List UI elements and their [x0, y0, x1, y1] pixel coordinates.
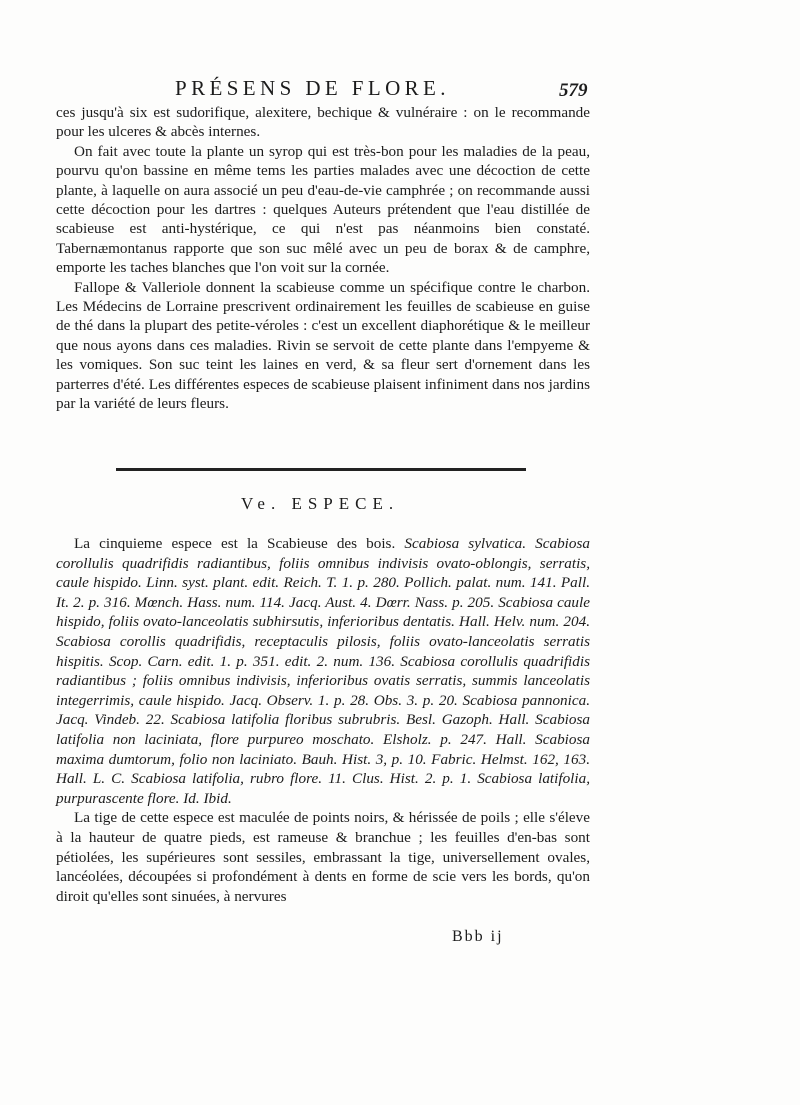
species-synonymy: Scabiosa sylvatica. Scabiosa corollulis quadrifidis radiantibus, foliis omnibus indivisis ovato-oblongis, serratis, caule hispido. Linn. syst. plant. edit. Reich. T. 1. p. 280. Pollich. palat. num. 141. Pall. It. 2. p. 316. Mœnch. Hass. num. 114. Jacq. Aust. 4. Dœrr. Nass. p. 205. Scabiosa caule hispido, foliis ovato-lanceolatis subhirsutis, inferioribus dentatis. Hall. Helv. num. 204. Scabiosa corollis quadrifidis, receptaculis pilosis, foliis ovato-lanceolatis serratis hispitis. Scop. Carn. edit. 1. p. 351. edit. 2. num. 136. Scabiosa corollulis quadrifidis radiantibus ; foliis omnibus indivisis, inferioribus ovatis serratis, summis lanceolatis integerrimis, caule hispido. Jacq. Observ. 1. p. 28. Obs. 3. p. 20. Scabiosa pannonica. Jacq. Vindeb. 22. Scabiosa latifolia floribus subrubris. Besl. Gazoph. Hall. Scabiosa latifolia non laciniata, flore purpureo moschato. Elsholz. p. 247. Hall. Scabiosa maxima dumtorum, folio non laciniato. Bauh. Hist. 3, p. 10. Fabric. Helmst. 162, 163. Hall. L. C. Scabiosa latifolia, rubro flore. 11. Clus. Hist. 2. p. 1. Scabiosa latifolia, purpurascente flore. Id. Ibid. [56, 535, 590, 807]
signature-mark: Bbb ij [452, 928, 504, 945]
paragraph: Fallope & Valleriole donnent la scabieuse comme un spécifique contre le charbon. Les Médecins de Lorraine prescrivent ordinairement les feuilles de scabieuse en guise de thé dans la plupart des petite-véroles : c'est un excellent diaphorétique & le meilleur que nous ayons dans ces maladies. Rivin se servoit de cette plante dans l'empyeme & les vomiques. Son suc teint les laines en verd, & sa fleur sert d'ornement dans les parterres d'été. Les différentes especes de scabieuse plaisent infiniment dans nos jardins par la variété de leurs fleurs. [56, 278, 590, 413]
paragraph: ces jusqu'à six est sudorifique, alexitere, bechique & vulnéraire : on le recommande pour les ulceres & abcès internes. [56, 104, 590, 141]
section-divider [116, 468, 526, 471]
section-body [56, 534, 590, 906]
species-entry [56, 534, 590, 808]
main-text [56, 103, 590, 414]
page-header [0, 76, 800, 106]
section-heading: Ve. ESPECE. [241, 494, 400, 513]
running-title: PRÉSENS DE FLORE. [175, 76, 450, 100]
species-intro: La cinquieme espece est la Scabieuse des bois. [74, 535, 396, 552]
page-number: 579 [559, 80, 588, 101]
paragraph: On fait avec toute la plante un syrop qui est très-bon pour les maladies de la peau, pourvu qu'on bassine en même tems les parties malades avec une décoction de cette plante, à laquelle on aura associé un peu d'eau-de-vie camphrée ; on recommande aussi cette décoction pour les dartres : quelques Auteurs prétendent que l'eau distillée de scabieuse est anti-hystérique, ce qui n'est pas néanmoins bien constaté. Tabernæmontanus rapporte que son suc mêlé avec un peu de borax & de camphre, emporte les taches blanches que l'on voit sur la cornée. [56, 142, 590, 277]
species-description: La tige de cette espece est maculée de points noirs, & hérissée de poils ; elle s'éleve à la hauteur de quatre pieds, est rameuse & branchue ; les feuilles d'en-bas sont pétiolées, les supérieures sont sessiles, embrassant la tige, universellement ovales, lancéolées, découpées si profondément à dents en forme de scie vers les bords, qu'on diroit qu'elles sont sinuées, à nervures [56, 809, 590, 905]
